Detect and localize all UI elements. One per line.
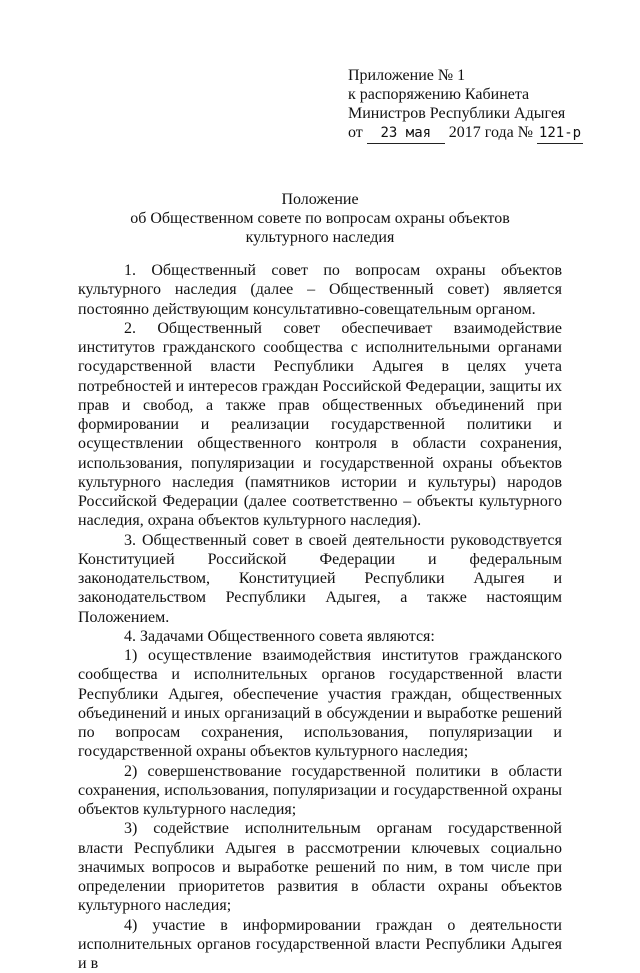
title-line-2: об Общественном совете по вопросам охраны объектов <box>80 209 560 228</box>
title-line-3: культурного наследия <box>80 228 560 247</box>
handwritten-number: 121-р <box>537 124 583 144</box>
appendix-authority-line: Министров Республики Адыгея <box>348 104 618 123</box>
paragraph-3: 3. Общественный совет в своей деятельности руководствуется Конституцией Российской Федерации и федеральным законодательством, Конституцией Республики Адыгея и законодательством Республики Адыгея, а также настоящим Положением. <box>78 531 562 627</box>
task-item-3: 3) содействие исполнительным органам государственной власти Республики Адыгея в рассмотрении ключевых социально значимых вопросов и выработке решений по ним, в том числе при определении приоритетов развития в области охраны объектов культурного наследия; <box>78 819 562 915</box>
paragraph-2: 2. Общественный совет обеспечивает взаимодействие институтов гражданского сообщества с исполнительными органами государственной власти Республики Адыгея в целях учета потребностей и интересов граждан Российской Федерации, защиты их прав и свобод, а также прав общественных объединений при формировании и реализации государственной политики и осуществлении общественного контроля в области сохранения, использования, популяризации и государственной охраны объектов культурного наследия (памятников истории и культуры) народов Российской Федерации (далее соответственно – объекты культурного наследия, охрана объектов культурного наследия). <box>78 319 562 531</box>
document-title <box>80 190 560 247</box>
date-prefix: от <box>348 124 363 141</box>
paragraph-1: 1. Общественный совет по вопросам охраны объектов культурного наследия (далее – Общественный совет) является постоянно действующим консультативно-совещательным органом. <box>78 261 562 319</box>
task-item-2: 2) совершенствование государственной политики в области сохранения, использования, популяризации и государственной охраны объектов культурного наследия; <box>78 762 562 820</box>
task-item-1: 1) осуществление взаимодействия институтов гражданского сообщества и исполнительных органов государственной власти Республики Адыгея, обеспечение участия граждан, общественных объединений и иных организаций в обсуждении и выработке решений по вопросам сохранения, использования, популяризации и государственной охраны объектов культурного наследия; <box>78 646 562 762</box>
year-text: 2017 года № <box>449 124 533 141</box>
appendix-header <box>348 66 618 144</box>
appendix-title: Приложение № 1 <box>348 66 618 85</box>
title-line-1: Положение <box>80 190 560 209</box>
paragraph-4: 4. Задачами Общественного совета являются: <box>78 627 562 646</box>
appendix-order-line: к распоряжению Кабинета <box>348 85 618 104</box>
appendix-date-line <box>348 123 618 144</box>
handwritten-date: 23 мая <box>367 124 445 144</box>
task-item-4: 4) участие в информировании граждан о деятельности исполнительных органов государственной власти Республики Адыгея и в <box>78 916 562 973</box>
document-body <box>78 261 562 973</box>
